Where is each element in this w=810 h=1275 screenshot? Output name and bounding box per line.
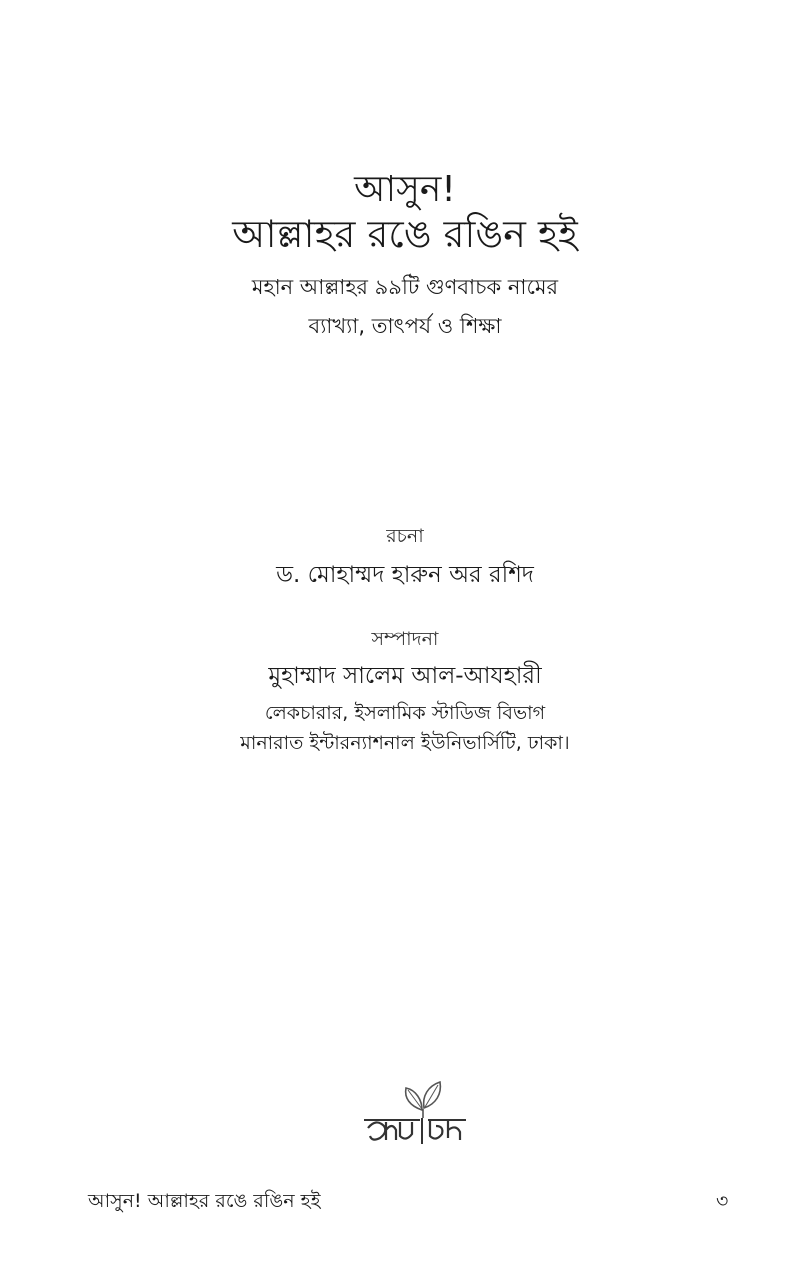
running-title: আসুন! আল্লাহর রঙে রঙিন হই [88, 1190, 321, 1212]
editor-label: সম্পাদনা [371, 628, 439, 650]
editor-name: মুহাম্মাদ সালেম আল-আযহারী [268, 663, 542, 689]
book-title-line2: আল্লাহর রঙে রঙিন হই [232, 212, 578, 256]
author-name: ড. মোহাম্মদ হারুন অর রশিদ [276, 562, 534, 588]
editor-role: লেকচারার, ইসলামিক স্টাডিজ বিভাগ [264, 702, 546, 724]
book-subtitle-line1: মহান আল্লাহর ৯৯টি গুণবাচক নামের [251, 275, 559, 299]
publisher-logo [362, 1078, 472, 1148]
book-title-line1: আসুন! [354, 169, 456, 210]
author-label: রচনা [386, 525, 424, 547]
book-subtitle-line2: ব্যাখ্যা, তাৎপর্য ও শিক্ষা [308, 314, 502, 338]
page-number: ৩ [716, 1190, 729, 1212]
leaf-icon [362, 1078, 472, 1148]
editor-organization: মানারাত ইন্টারন্যাশনাল ইউনিভার্সিটি, ঢাকা। [240, 732, 570, 754]
